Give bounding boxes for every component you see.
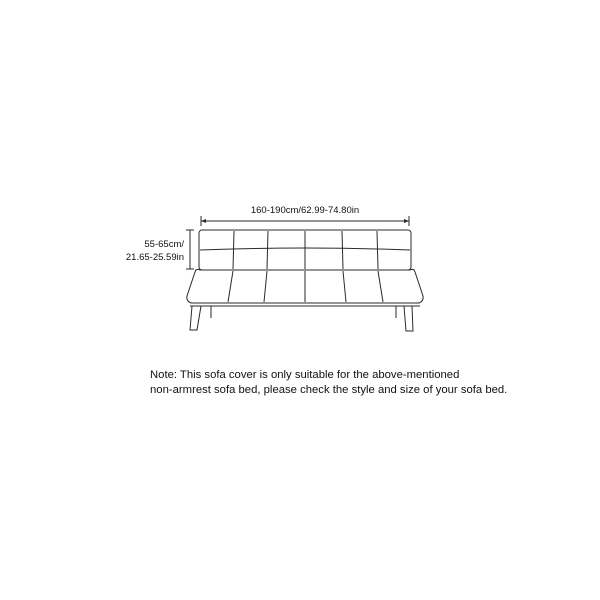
width-label: 160-190cm/62.99-74.80in: [250, 205, 360, 216]
note-line-2: non-armrest sofa bed, please check the style and size of your sofa bed.: [150, 384, 508, 396]
note-line-1: Note: This sofa cover is only suitable for the above-mentioned: [150, 369, 460, 381]
backrest-seam-2: [267, 231, 268, 269]
height-label-line1: 55-65cm/: [144, 239, 184, 250]
seat-seam-1: [228, 271, 233, 302]
height-dimension: [186, 230, 194, 269]
sofa-leg-right: [404, 306, 413, 331]
backrest-seam-1: [233, 231, 234, 269]
sofa-outline: [187, 230, 423, 306]
sofa-legs: [190, 306, 413, 331]
backrest-seam-4: [342, 231, 343, 269]
backrest-seam-5: [377, 231, 378, 269]
seat-seam-2: [264, 271, 267, 302]
seat-seam-4: [343, 271, 346, 302]
width-dimension-left-arrowhead: [201, 219, 206, 223]
width-dimension-right-arrowhead: [404, 219, 409, 223]
width-dimension: [201, 216, 409, 226]
sofa-leg-left: [190, 306, 201, 330]
compatibility-note: [150, 368, 570, 398]
height-label-line2: 21.65-25.59in: [125, 252, 184, 263]
seat-seam-5: [378, 271, 383, 302]
